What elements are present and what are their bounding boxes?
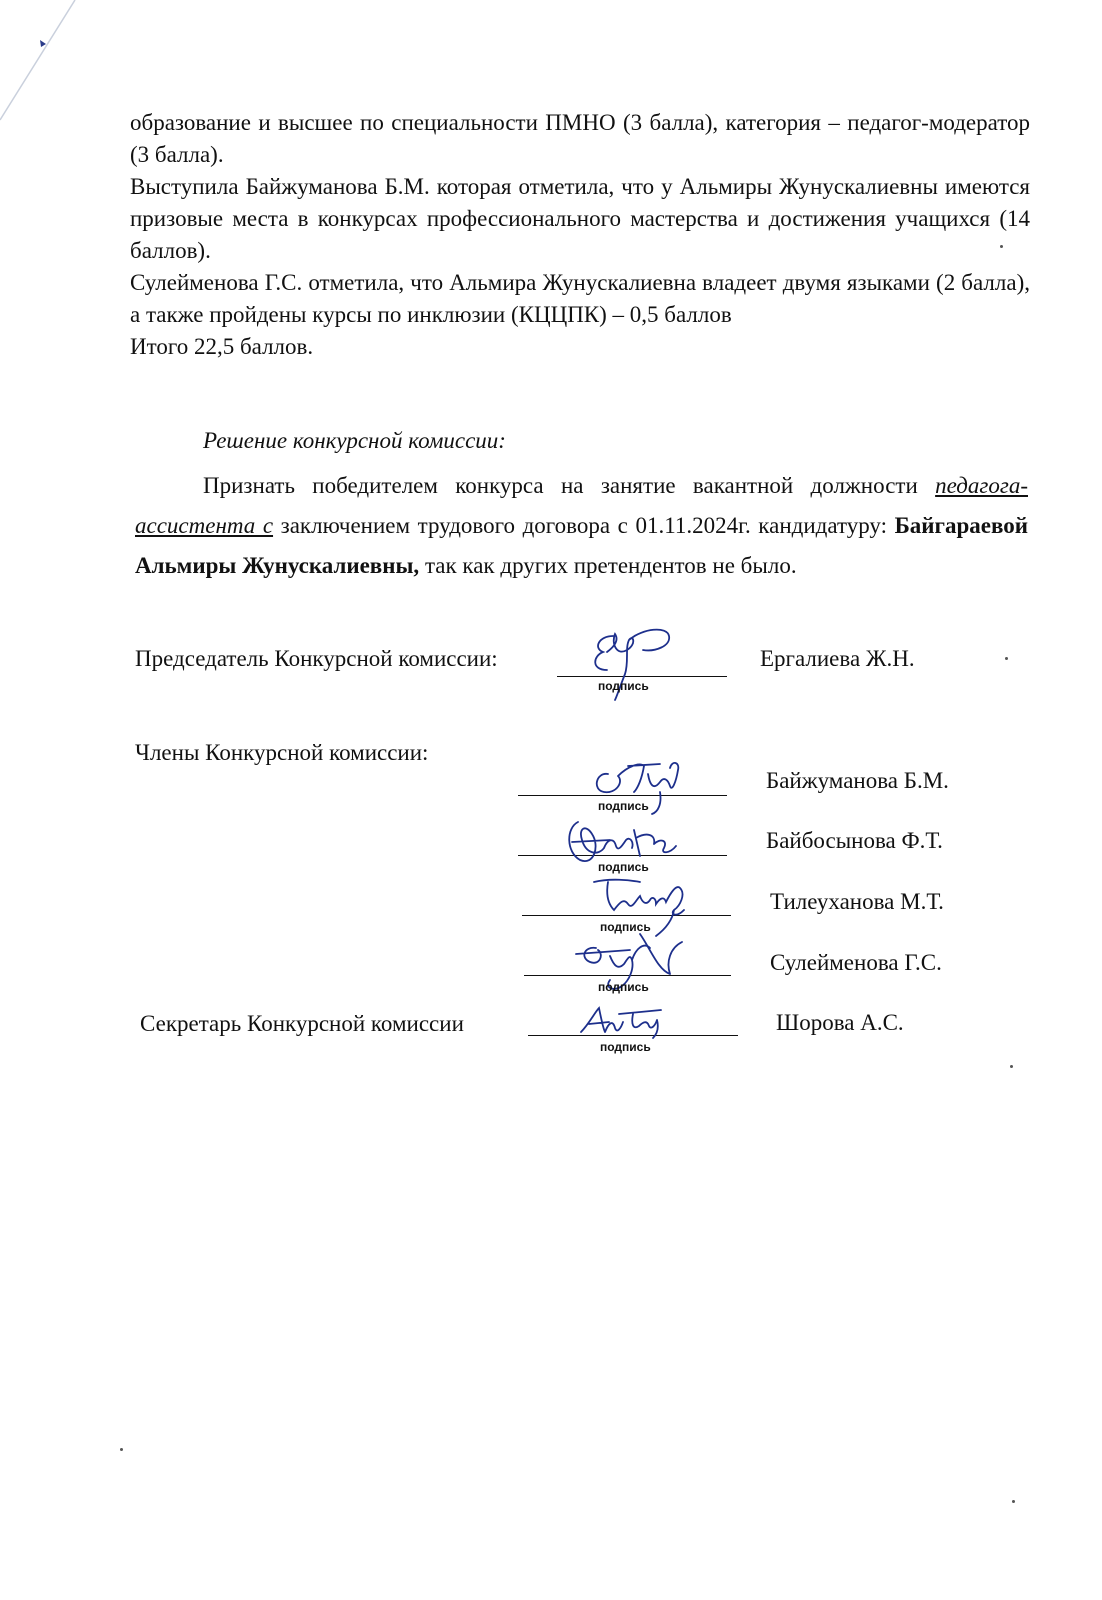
member-1-signature-caption: подпись xyxy=(598,799,649,813)
member-4-signature-caption: подпись xyxy=(598,980,649,994)
scan-speck xyxy=(1000,245,1003,248)
scan-edge-mark xyxy=(0,0,90,130)
paragraph-baizhumanova: Выступила Байжуманова Б.М. которая отметила, что у Альмиры Жунускалиевны имеются призовые места в конкурсах профессионального мастерства и достижения учащихся (14 баллов). xyxy=(130,174,1030,263)
secretary-signature xyxy=(575,998,670,1043)
secretary-label: Секретарь Конкурсной комиссии xyxy=(140,1011,464,1036)
scan-speck xyxy=(1010,1065,1013,1068)
chair-signature-caption: подпись xyxy=(598,679,649,693)
member-2-signature-caption: подпись xyxy=(598,860,649,874)
paragraph-suleimenova: Сулейменова Г.С. отметила, что Альмира Жунускалиевна владеет двумя языками (2 балла), а также пройдены курсы по инклюзии (КЦЦПК) – 0,5 баллов xyxy=(130,270,1030,327)
decision-text-part-3: так как других претендентов не было. xyxy=(424,553,797,578)
chair-name: Ергалиева Ж.Н. xyxy=(760,646,915,671)
decision-winner: Байгараевой Альмиры Жунускалиевны, xyxy=(135,513,1028,578)
body-paragraphs xyxy=(130,107,1030,363)
member-3-name: Тилеуханова М.Т. xyxy=(770,889,944,914)
member-2-name: Байбосынова Ф.Т. xyxy=(766,828,943,853)
chair-label: Председатель Конкурсной комиссии: xyxy=(135,646,498,671)
decision-heading: Решение конкурсной комиссии: xyxy=(203,428,506,453)
member-4-name: Сулейменова Г.С. xyxy=(770,950,942,975)
paragraph-total: Итого 22,5 баллов. xyxy=(130,334,314,359)
scan-speck xyxy=(120,1448,123,1451)
decision-text-part-1: Признать победителем конкурса на занятие вакантной должности xyxy=(203,473,918,498)
secretary-signature-caption: подпись xyxy=(600,1040,651,1054)
secretary-name: Шорова А.С. xyxy=(776,1010,904,1035)
member-3-signature-caption: подпись xyxy=(600,920,651,934)
paragraph-education: образование и высшее по специальности ПМНО (3 балла), категория – педагог-модератор (3 балла). xyxy=(130,110,1030,167)
decision-text xyxy=(135,466,1028,586)
member-1-name: Байжуманова Б.М. xyxy=(766,768,949,793)
decision-text-part-2: заключением трудового договора с 01.11.2024г. кандидатуру: xyxy=(280,513,887,538)
scan-speck xyxy=(1005,657,1008,660)
scan-speck xyxy=(1012,1500,1015,1503)
decision-position: педагога-ассистента с xyxy=(135,473,1028,538)
members-label: Члены Конкурсной комиссии: xyxy=(135,740,429,765)
